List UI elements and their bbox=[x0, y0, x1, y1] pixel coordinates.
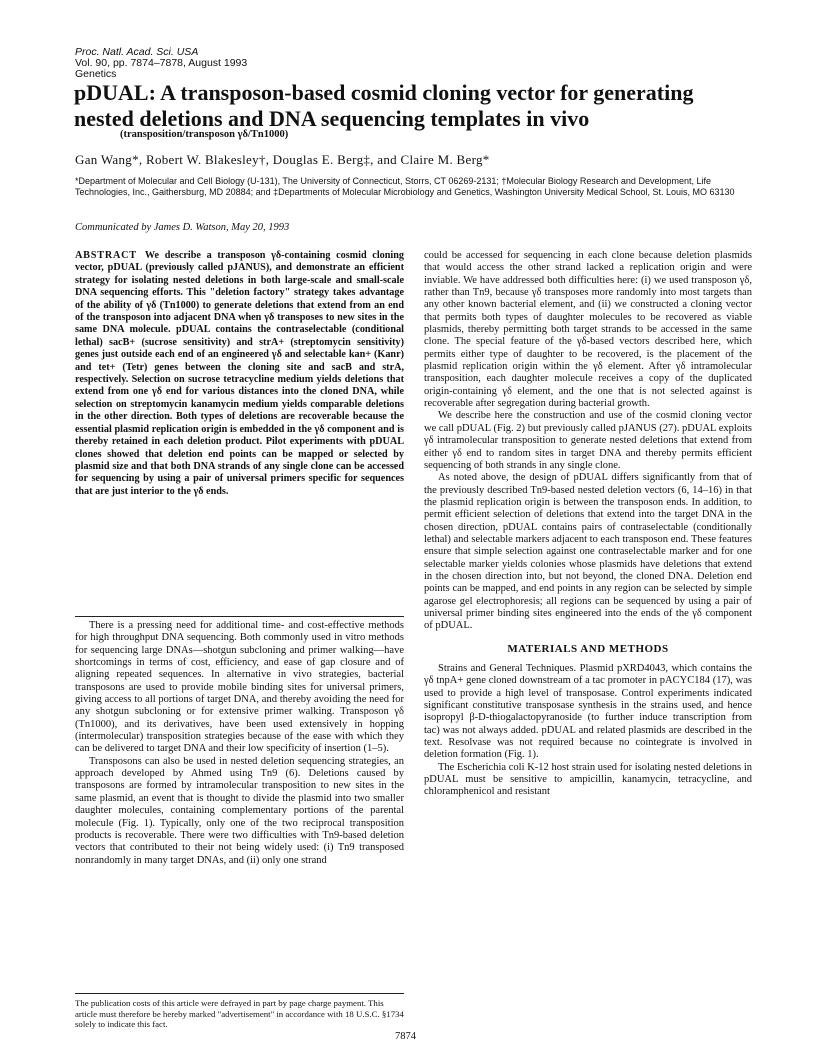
section-heading: MATERIALS AND METHODS bbox=[507, 642, 669, 655]
page-number: 7874 bbox=[395, 1031, 416, 1042]
communicated-by: Communicated by James D. Watson, May 20, 1993 bbox=[75, 222, 290, 233]
body-paragraph: could be accessed for sequencing in each clone because deletion plasmids that would access the other strand lacked a replication origin and were inviable. We have addressed both difficulties here: (i) we used transposon γδ, rather than Tn9, because γδ transposes more randomly into most targets than any other known bacterial element, and (ii) we constructed a cloning vector that permits both types of daughter molecules to be recovered as viable plasmids, thereby permitting both target strands to be accessed in the same clone. The special feature of the γδ-based vectors described here, which permits either type of daughter to be recovered, is the placement of the plasmid replication origin within the γδ element. After γδ intramolecular transposition, each daughter molecule receives a copy of the duplicated origin-containing γδ element, and the one that is not selected against is recoverable after segregation during bacterial growth. bbox=[424, 250, 752, 410]
author-list: Gan Wang*, Robert W. Blakesley†, Douglas E. Berg‡, and Claire M. Berg* bbox=[75, 152, 490, 167]
journal-volume: Vol. 90, pp. 7874–7878, August 1993 bbox=[75, 57, 248, 69]
body-paragraph: As noted above, the design of pDUAL differs significantly from that of the previously described Tn9-based nested deletion vectors (6, 14–16) in that the plasmid replication origin is between the transposon ends. In addition, to permit efficient selection of deletions that extend into the target DNA in the chosen direction, pDUAL contains pairs of contraselectable (conditionally lethal) and selectable markers adjacent to each transposon end. These features ensure that simple selection against one contraselectable marker and for one selectable marker yields colonies whose plasmids have deletions that extend in the chosen direction into, but not beyond, the cloned DNA. Deletion end points can be mapped, and end points in any region can be selected by simple agarose gel electrophoresis; all regions can be sequenced by using a pair of universal primer binding sites engineered into the ends of the γδ component of pDUAL. bbox=[424, 472, 752, 632]
publication-footnote: The publication costs of this article were defrayed in part by page charge payment. This article must therefore be hereby marked "advertisement" in accordance with 18 U.S.C. §1734 solely to indicate this fact. bbox=[75, 998, 404, 1029]
abstract-label: ABSTRACT bbox=[75, 250, 137, 261]
abstract-divider bbox=[75, 616, 404, 617]
footnote-divider bbox=[75, 993, 404, 994]
introduction bbox=[75, 620, 404, 867]
methods-paragraph: The Escherichia coli K-12 host strain used for isolating nested deletions in pDUAL must be sensitive to ampicillin, kanamycin, tetracycline, and chloramphenicol and resistant bbox=[424, 761, 752, 798]
article-title: pDUAL: A transposon-based cosmid cloning vector for generating nested deletions and DNA sequencing templates in vivo bbox=[74, 80, 694, 131]
methods-paragraph: Strains and General Techniques. Plasmid pXRD4043, which contains the γδ tnpA+ gene cloned downstream of a tac promoter in pACYC184 (17), was used to provide a high level of transposase. Control experiments indicated significant constitutive transposase synthesis in the strains used, and hence isopropyl β-D-thiogalactopyranoside (to further induce transcription from tac) was not always added. pDUAL and related plasmids are described in the text. Resolvase was not required because no cointegrate is involved in deletion formation (Fig. 1). bbox=[424, 663, 752, 761]
journal-section: Genetics bbox=[75, 68, 117, 80]
body-paragraph: We describe here the construction and use of the cosmid cloning vector we call pDUAL (Fig. 2) but previously called pJANUS (27). pDUAL exploits γδ intramolecular transposition to generate nested deletions that extend from either γδ end to random sites in target DNA and thereby permits efficient sequencing of both strands in any single clone. bbox=[424, 410, 752, 471]
journal-header bbox=[75, 47, 247, 80]
abstract-text: We describe a transposon γδ-containing cosmid cloning vector, pDUAL (previously called pJANUS), and demonstrate an efficient strategy for isolating nested deletions in both large-scale and small-scale DNA sequencing efforts. This "deletion factory" strategy takes advantage of the ability of γδ (Tn1000) to generate deletions that extend from an end of the transposon into adjacent DNA when γδ transposes to new sites in the same DNA molecule. pDUAL contains the contraselectable (conditional lethal) sacB+ (sucrose sensitivity) and strA+ (streptomycin sensitivity) genes just outside each end of an engineered γδ and selectable kan+ (Kanr) and tet+ (Tetr) genes between the cloning site and sacB and strA, respectively. Selection on sucrose tetracycline medium yields deletions that extend from one γδ end for various distances into the cloned DNA, while selection on streptomycin kanamycin medium yields comparable deletions in the other direction. Both types of deletions are recoverable because the essential plasmid replication origin is embedded in the γδ component and is thereby retained in each deletion product. Pilot experiments with pDUAL clones showed that deletion end points can be mapped or selected by plasmid size and that both DNA strands of any single clone can be accessed for sequencing by using a pair of universal primers specific for sequences that are just interior to the γδ ends. bbox=[75, 250, 404, 497]
journal-name: Proc. Natl. Acad. Sci. USA bbox=[75, 46, 199, 58]
article-keywords: (transposition/transposon γδ/Tn1000) bbox=[120, 129, 289, 140]
abstract bbox=[75, 250, 404, 498]
intro-paragraph: Transposons can also be used in nested deletion sequencing strategies, an approach developed by Ahmed using Tn9 (6). Deletions caused by transposons are formed by intramolecular transposition to new sites in the same plasmid, an event that is thought to divide the plasmid into two smaller daughter molecules, containing complementary portions of the parental molecule (Fig. 1). Typically, only one of the two reciprocal transposition products is recoverable. There were two difficulties with Tn9-based deletion vectors that contributed to their not being widely used: (i) Tn9 transposed nonrandomly in many target DNAs, and (ii) only one strand bbox=[75, 755, 404, 866]
right-column bbox=[424, 250, 752, 799]
affiliations: *Department of Molecular and Cell Biology (U-131), The University of Connecticut, Storrs, CT 06269-2131; †Molecular Biology Research and Development, Life Technologies, Inc., Gaithersburg, MD 20884; and ‡Departments of Molecular Microbiology and Genetics, Washington University Medical School, St. Louis, MO 63130 bbox=[75, 176, 735, 197]
intro-paragraph: There is a pressing need for additional time- and cost-effective methods for high throughput DNA sequencing. Both commonly used in vitro methods for sequencing large DNAs—shotgun subcloning and primer walking—have shortcomings in terms of cost, efficiency, and ease of gap closure and of aligning repeated sequences. In alternative in vivo strategies, bacterial transposons are used to provide mobile binding sites for universal primers, giving access to all portions of target DNA, and thereby avoiding the need for any shotgun subcloning or for extensive primer walking. Transposon γδ (Tn1000), and its derivatives, have been used extensively in hopping (intermolecular) transposition strategies because of the ease with which they can be delivered to target DNA and their low specificity of insertion (1–5). bbox=[75, 620, 404, 755]
